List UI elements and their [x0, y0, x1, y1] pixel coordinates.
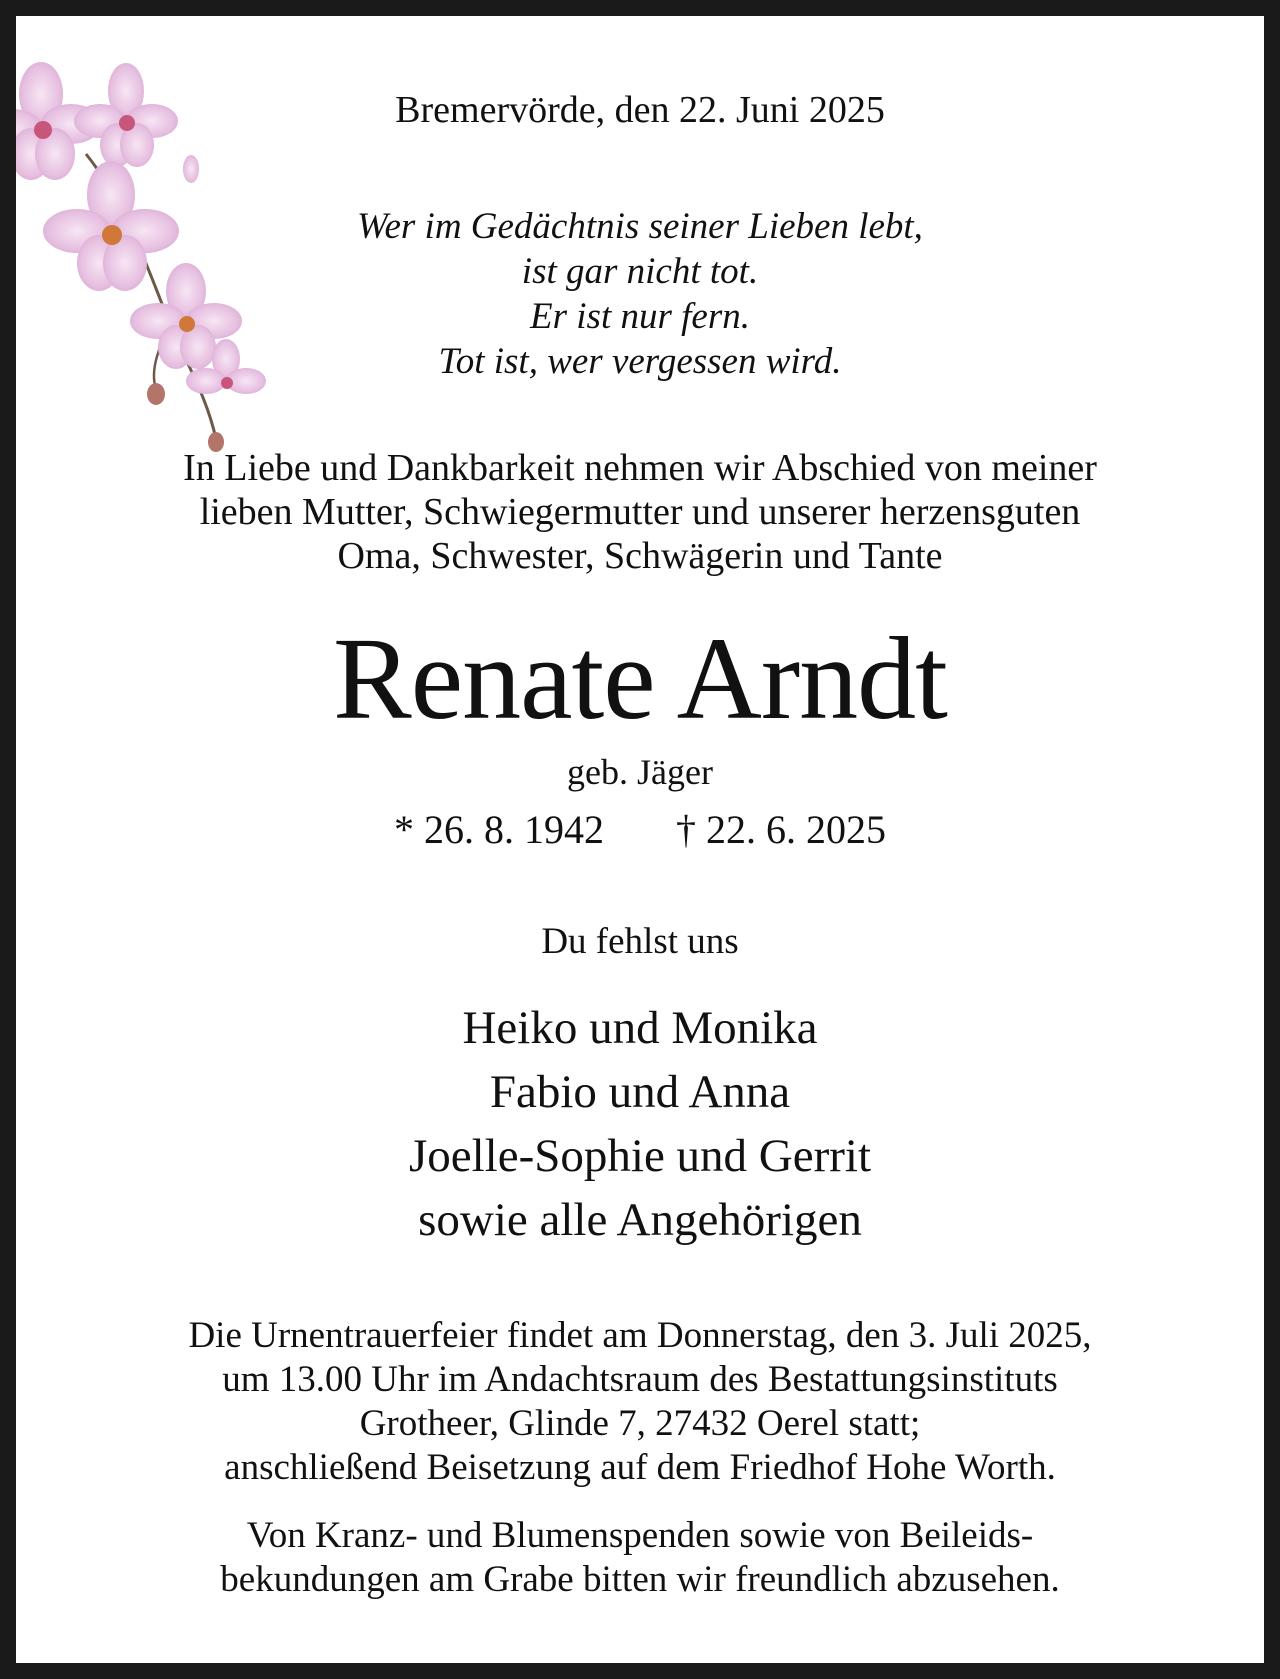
deceased-name: Renate Arndt [333, 613, 947, 744]
poem-line: Er ist nur fern. [530, 296, 750, 337]
service-line: Die Urnentrauerfeier findet am Donnerstag, den 3. Juli 2025, [188, 1315, 1092, 1356]
memorial-poem [16, 204, 1264, 384]
request-line: Von Kranz- und Blumenspenden sowie von Beileids- [246, 1515, 1034, 1556]
poem-line: ist gar nicht tot. [521, 251, 759, 292]
service-line: anschließend Beisetzung auf dem Friedhof Hohe Worth. [224, 1447, 1056, 1488]
intro-line: lieben Mutter, Schwiegermutter und unserer herzensguten [199, 491, 1081, 533]
family-line: sowie alle Angehörigen [418, 1194, 862, 1246]
death-date: † 22. 6. 2025 [676, 807, 886, 852]
service-line: Grotheer, Glinde 7, 27432 Oerel statt; [359, 1403, 921, 1444]
maiden-name: geb. Jäger [567, 752, 713, 792]
poem-line: Wer im Gedächtnis seiner Lieben lebt, [357, 206, 923, 247]
donation-request [16, 1514, 1264, 1602]
intro-line: In Liebe und Dankbarkeit nehmen wir Abschied von meiner [183, 447, 1097, 489]
request-line: bekundungen am Grabe bitten wir freundlich abzusehen. [220, 1559, 1060, 1600]
service-details [16, 1314, 1264, 1490]
family-line: Fabio und Anna [489, 1066, 791, 1118]
service-line: um 13.00 Uhr im Andachtsraum des Bestattungsinstituts [222, 1359, 1058, 1400]
farewell-intro [16, 446, 1264, 578]
family-line: Heiko und Monika [462, 1002, 818, 1054]
family-line: Joelle-Sophie und Gerrit [408, 1130, 872, 1182]
obituary-notice [16, 16, 1264, 1663]
birth-date: * 26. 8. 1942 [394, 807, 604, 852]
place-date: Bremervörde, den 22. Juni 2025 [395, 89, 885, 131]
family-signatures [16, 996, 1264, 1252]
mourning-message: Du fehlst uns [541, 921, 739, 962]
poem-line: Tot ist, wer vergessen wird. [438, 341, 842, 382]
intro-line: Oma, Schwester, Schwägerin und Tante [337, 535, 943, 577]
life-dates [16, 806, 1264, 853]
